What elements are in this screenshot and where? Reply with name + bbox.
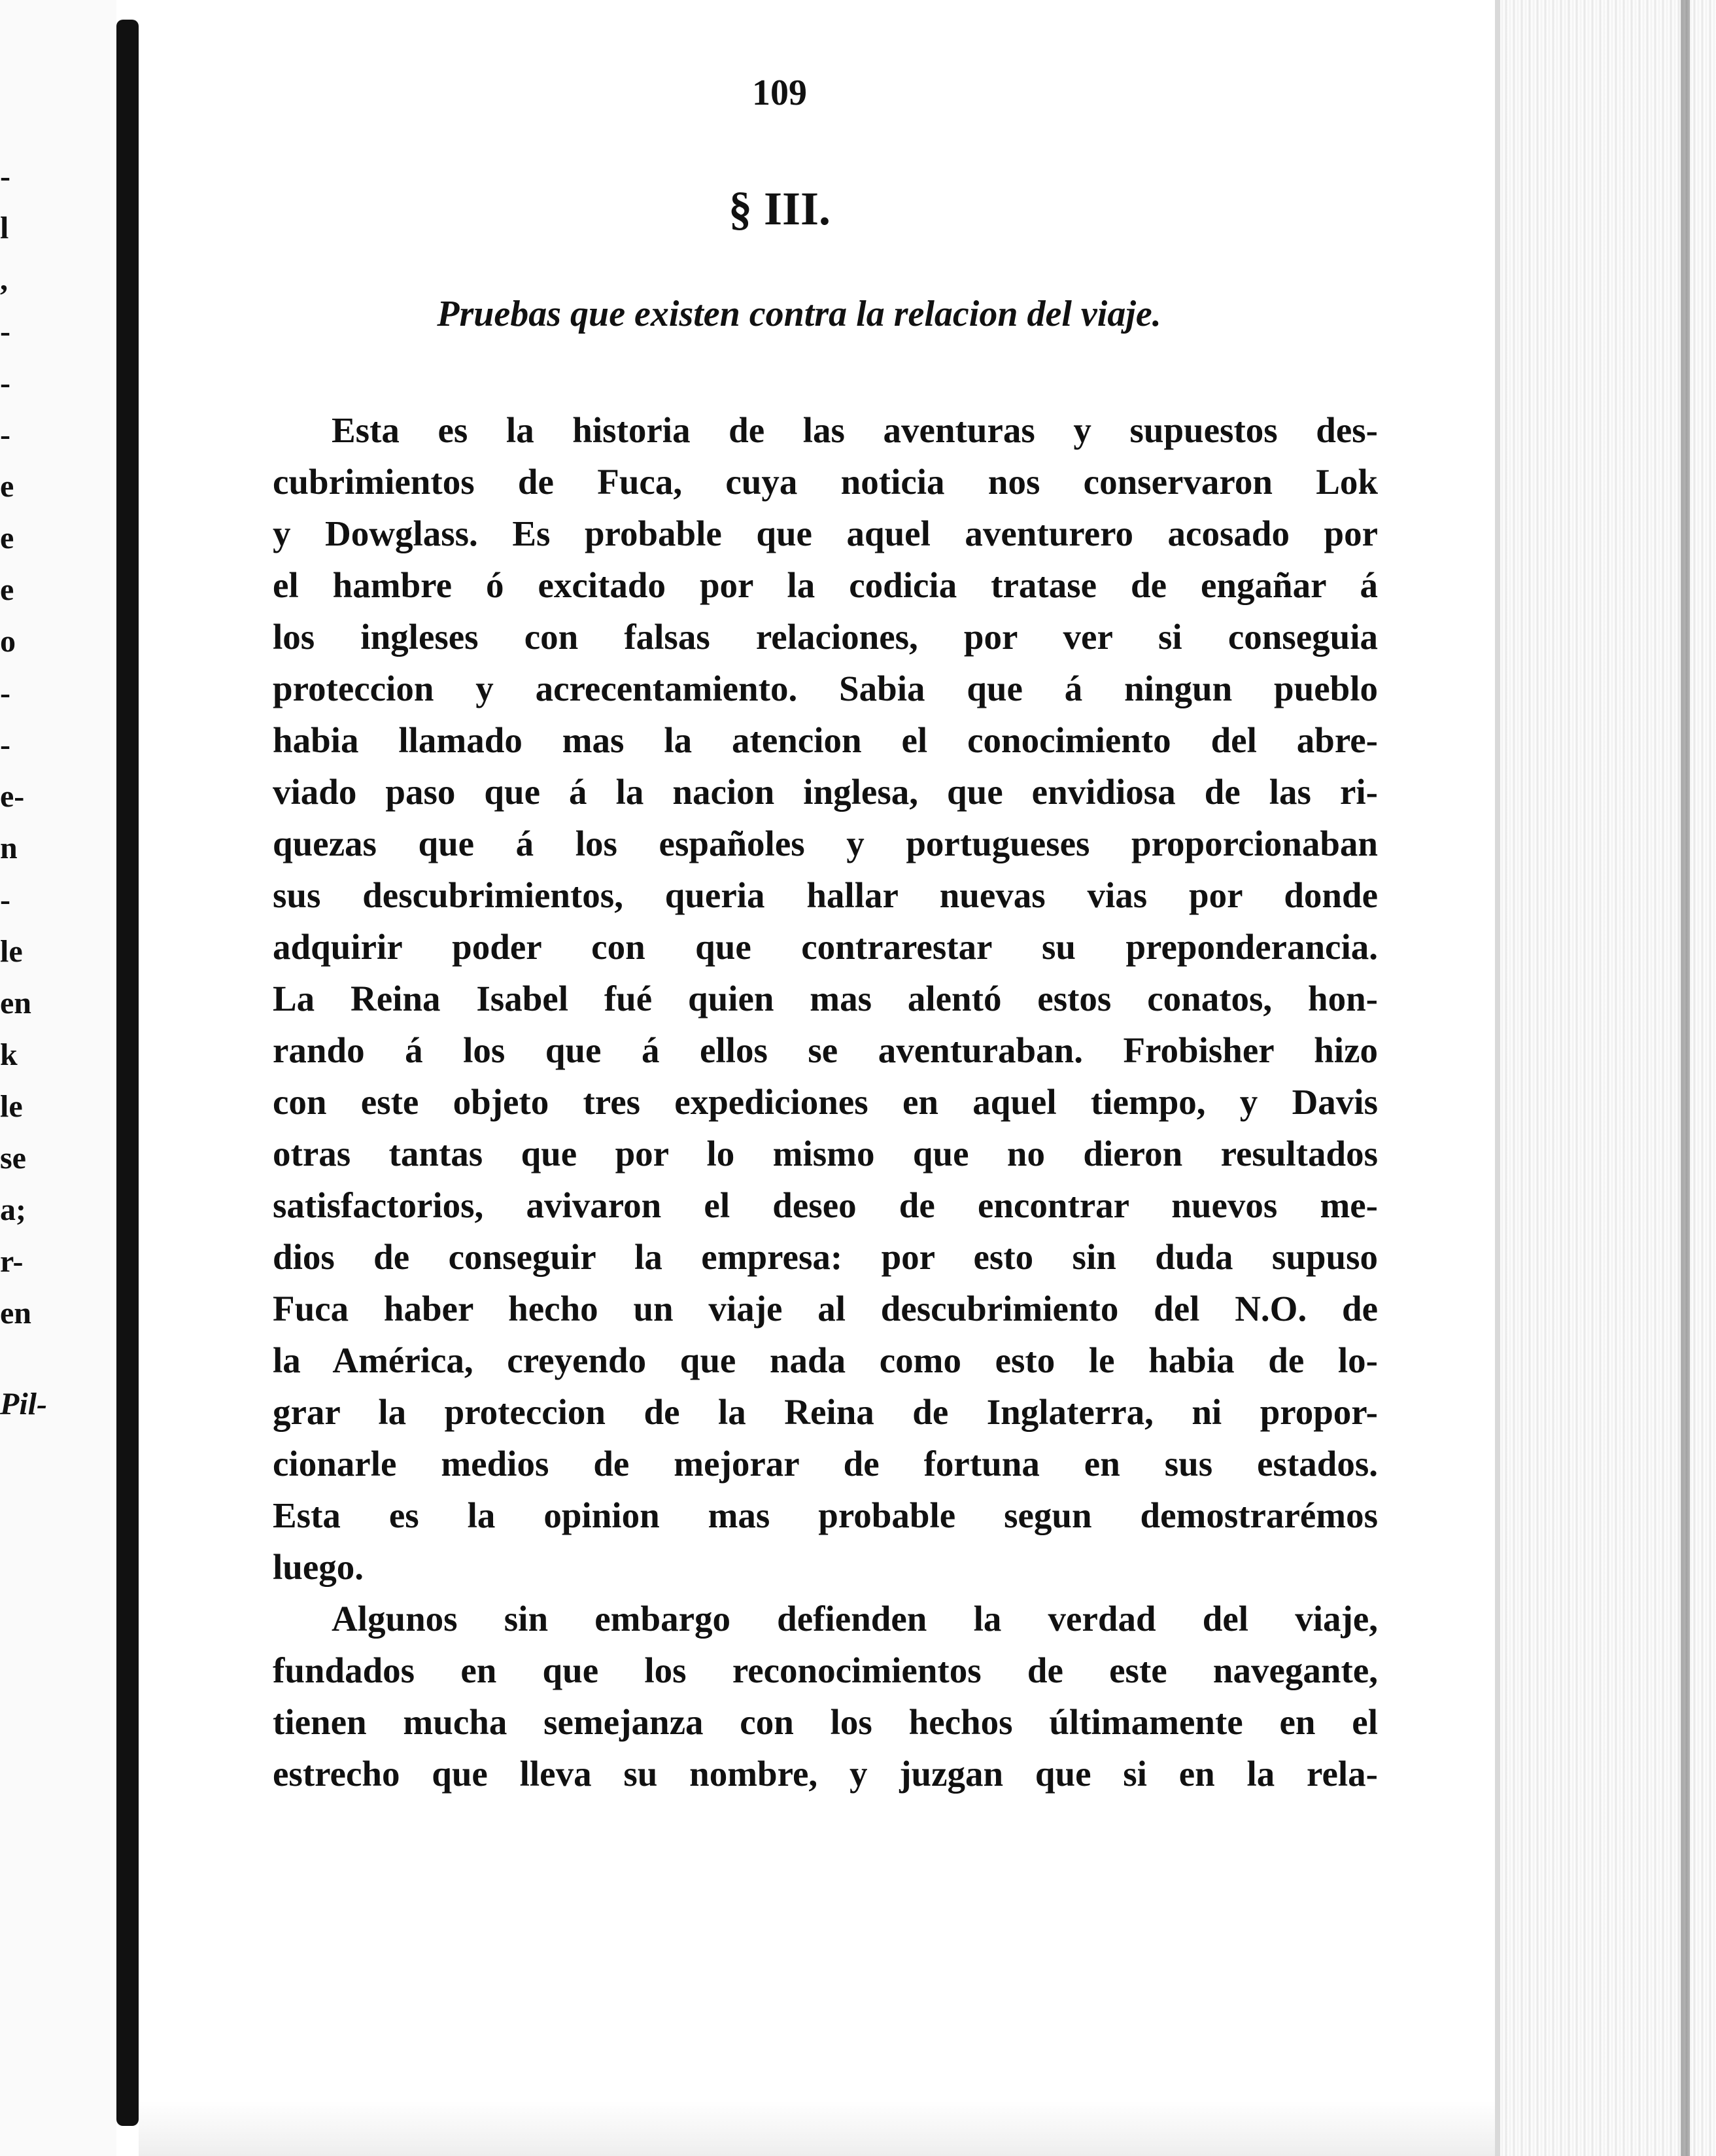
text-line: Esta es la opinion mas probable segun demostrarémos [273, 1495, 1378, 1535]
left-fragment: , [0, 262, 8, 297]
left-fragment: - [0, 417, 10, 452]
text-line: luego. [273, 1547, 364, 1587]
left-fragment: e- [0, 779, 25, 814]
text-line: tienen mucha semejanza con los hechos últimamente en el [273, 1702, 1378, 1742]
page-number: 109 [752, 73, 807, 113]
text-line: viado paso que á la nacion inglesa, que envidiosa de las ri- [273, 772, 1378, 812]
text-line: quezas que á los españoles y portugueses proporcionaban [273, 824, 1378, 863]
left-fragment: r- [0, 1244, 24, 1279]
text-line: y Dowglass. Es probable que aquel aventurero acosado por [273, 513, 1378, 553]
left-fragment: le [0, 1089, 23, 1124]
left-fragment: o [0, 624, 16, 659]
page-stack-shadow [1681, 0, 1690, 2156]
left-fragment: a; [0, 1192, 26, 1227]
left-fragment: Pil- [0, 1387, 47, 1421]
text-line: el hambre ó excitado por la codicia tratase de engañar á [273, 565, 1378, 605]
text-line: cionarle medios de mejorar de fortuna en sus estados. [273, 1444, 1378, 1484]
section-subtitle: Pruebas que existen contra la relacion del viaje. [437, 294, 1161, 334]
text-line: con este objeto tres expediciones en aquel tiempo, y Davis [273, 1082, 1378, 1122]
page-edge-border [1495, 0, 1500, 2156]
paragraph-2 [273, 1593, 1378, 1800]
left-fragment: - [0, 727, 10, 762]
text-line: adquirir poder con que contrarestar su preponderancia. [273, 927, 1378, 967]
text-line: proteccion y acrecentamiento. Sabia que á ningun pueblo [273, 669, 1378, 708]
text-line: Fuca haber hecho un viaje al descubrimiento del N.O. de [273, 1289, 1378, 1329]
left-fragment: - [0, 366, 10, 400]
left-fragment: e [0, 572, 14, 607]
left-fragment: - [0, 159, 10, 194]
left-fragment: n [0, 831, 18, 865]
left-fragment: se [0, 1141, 26, 1175]
text-line: estrecho que lleva su nombre, y juzgan que si en la rela- [273, 1754, 1378, 1794]
body-text [273, 404, 1378, 1800]
page-bottom-edge [139, 2101, 1500, 2156]
book-page [139, 0, 1500, 2101]
left-fragment: e [0, 469, 14, 504]
left-fragment: en [0, 1296, 31, 1330]
text-line: la América, creyendo que nada como esto le habia de lo- [273, 1340, 1378, 1380]
text-line: fundados en que los reconocimientos de este navegante, [273, 1650, 1378, 1690]
text-line: dios de conseguir la empresa: por esto sin duda supuso [273, 1237, 1378, 1277]
text-line: cubrimientos de Fuca, cuya noticia nos conservaron Lok [273, 462, 1378, 502]
text-line: los ingleses con falsas relaciones, por ver si conseguia [273, 617, 1378, 657]
paragraph-1 [273, 404, 1378, 1593]
text-line: Algunos sin embargo defienden la verdad del viaje, [332, 1599, 1378, 1639]
section-heading: § III. [728, 183, 831, 235]
text-line: grar la proteccion de la Reina de Inglaterra, ni propor- [273, 1392, 1378, 1432]
left-fragment: - [0, 882, 10, 917]
book-spine-gutter [116, 20, 139, 2126]
text-line: sus descubrimientos, queria hallar nuevas vias por donde [273, 875, 1378, 915]
left-fragment: - [0, 676, 10, 710]
left-fragment: le [0, 934, 23, 969]
left-page-margin [0, 0, 116, 2156]
text-line: La Reina Isabel fué quien mas alentó estos conatos, hon- [273, 979, 1378, 1018]
left-fragment: - [0, 314, 10, 349]
left-fragment: e [0, 521, 14, 555]
text-line: otras tantas que por lo mismo que no dieron resultados [273, 1134, 1378, 1174]
text-line: Esta es la historia de las aventuras y supuestos des- [332, 410, 1378, 450]
book-page-stack-edge [1500, 0, 1716, 2156]
left-fragment: en [0, 986, 31, 1020]
left-page-text-fragments [0, 150, 59, 1430]
text-line: satisfactorios, avivaron el deseo de encontrar nuevos me- [273, 1185, 1378, 1225]
left-fragment: k [0, 1037, 18, 1072]
text-line: rando á los que á ellos se aventuraban. Frobisher hizo [273, 1030, 1378, 1070]
text-line: habia llamado mas la atencion el conocimiento del abre- [273, 720, 1378, 760]
left-fragment: l [0, 211, 9, 245]
